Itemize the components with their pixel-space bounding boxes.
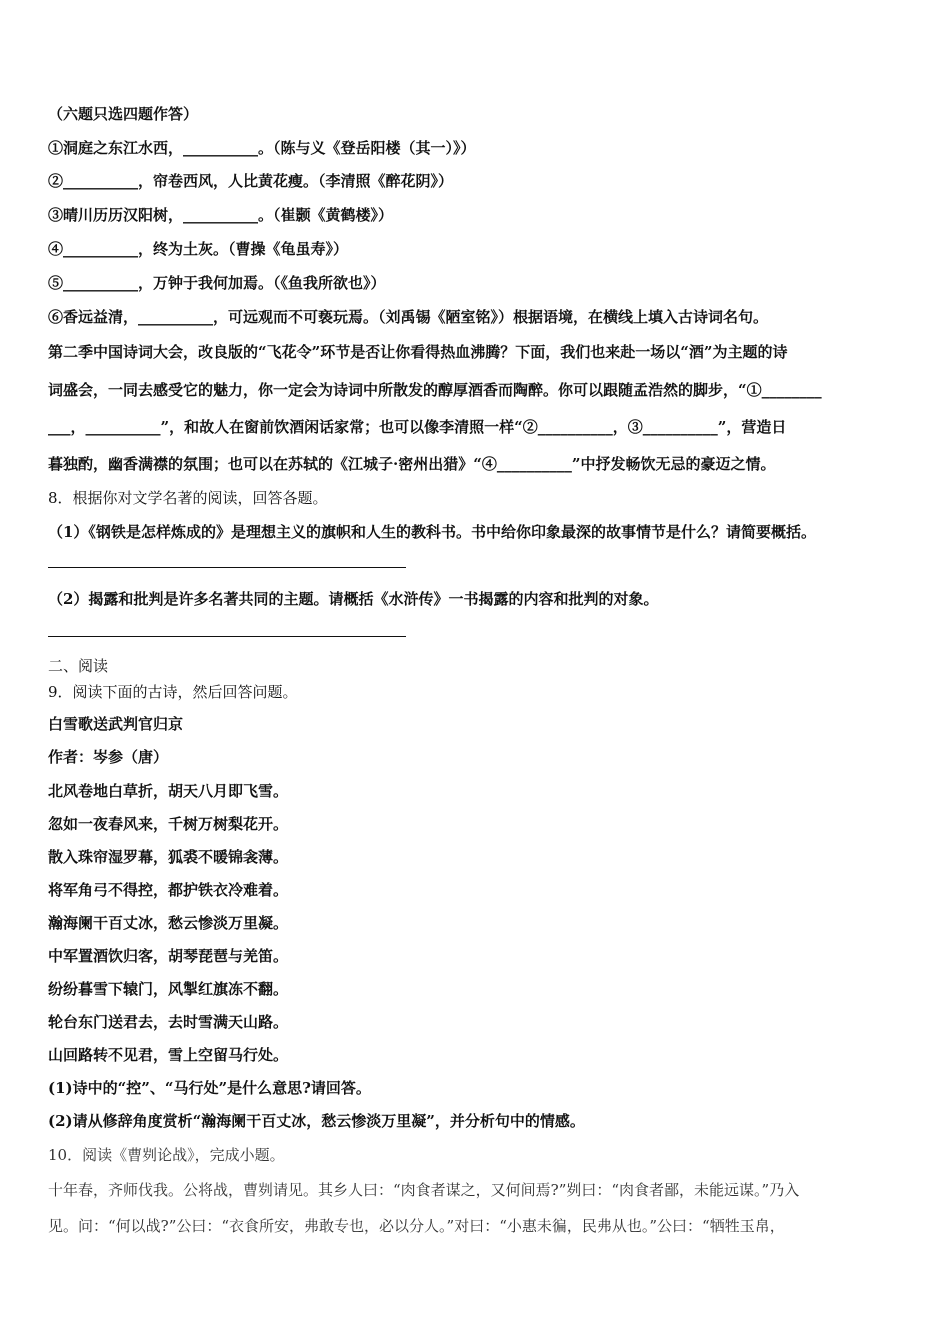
q9-ask2: (2)请从修辞角度赏析“瀚海阑干百丈冰，愁云惨淡万里凝”，并分析句中的情感。 [48,1112,585,1130]
paragraph-line-4: 暮独酌，幽香满襟的氛围；也可以在苏轼的《江城子·密州出猎》“④__________”中抒发畅饮无忌的豪迈之情。 [48,455,776,473]
poem-line: 北风卷地白草折，胡天八月即飞雪。 [48,782,289,800]
poem-line: 轮台东门送君去，去时雪满天山路。 [48,1013,289,1031]
answer-line-2 [48,636,406,637]
q10-text-line-1: 十年春，齐师伐我。公将战，曹刿请见。其乡人曰：“肉食者谋之，又何间焉?”刿曰：“肉食者鄙，未能远谋。”乃入 [48,1181,800,1199]
fill-item-1: ①洞庭之东江水西，__________。（陈与义《登岳阳楼（其一）》） [48,139,476,157]
paragraph-line-3: ___，__________”，和故人在窗前饮酒闲话家常；也可以像李清照一样“②__________，③__________”，营造日 [48,418,787,436]
poem-line: 忽如一夜春风来，千树万树梨花开。 [48,815,289,833]
answer-line-1 [48,567,406,568]
fill-item-5: ⑤__________，万钟于我何加焉。（《鱼我所欲也》） [48,274,386,292]
q10-title: 10．阅读《曹刿论战》，完成小题。 [48,1146,285,1164]
q9-title: 9．阅读下面的古诗，然后回答问题。 [48,683,298,701]
poem-author: 作者：岑参（唐） [48,748,169,766]
section-heading: 二、阅读 [48,657,109,675]
poem-line: 瀚海阑干百丈冰，愁云惨淡万里凝。 [48,914,289,932]
sub-note: （六题只选四题作答） [48,105,199,123]
fill-item-3: ③晴川历历汉阳树，__________。（崔颢《黄鹤楼》） [48,206,394,224]
fill-item-2: ②__________，帘卷西风，人比黄花瘦。（李清照《醉花阴》） [48,172,454,190]
paragraph-line-1: 第二季中国诗词大会，改良版的“飞花令”环节是否让你看得热血沸腾？下面，我们也来赴一场以“酒”为主题的诗 [48,343,788,361]
poem-title: 白雪歌送武判官归京 [48,715,184,733]
q8-title: 8．根据你对文学名著的阅读，回答各题。 [48,489,328,507]
q8-sub1: （1）《钢铁是怎样炼成的》是理想主义的旗帜和人生的教科书。书中给你印象最深的故事情节是什么？请简要概括。 [48,523,816,541]
fill-item-6: ⑥香远益清，__________，可远观而不可亵玩焉。（刘禹锡《陋室铭》）根据语境，在横线上填入古诗词名句。 [48,308,769,326]
q8-sub2: （2）揭露和批判是许多名著共同的主题。请概括《水浒传》一书揭露的内容和批判的对象。 [48,590,659,608]
poem-line: 散入珠帘湿罗幕，狐裘不暖锦衾薄。 [48,848,289,866]
poem-line: 山回路转不见君，雪上空留马行处。 [48,1046,289,1064]
poem-line: 将军角弓不得控，都护铁衣冷难着。 [48,881,289,899]
q9-ask1: (1)诗中的“控”、“马行处”是什么意思?请回答。 [48,1079,371,1097]
fill-item-4: ④__________，终为土灰。（曹操《龟虽寿》） [48,240,349,258]
poem-line: 纷纷暮雪下辕门，风掣红旗冻不翻。 [48,980,289,998]
q10-text-line-2: 见。问：“何以战?”公曰：“衣食所安，弗敢专也，必以分人。”对曰：“小惠未徧，民弗从也。”公曰：“牺牲玉帛， [48,1217,785,1235]
paragraph-line-2: 词盛会，一同去感受它的魅力，你一定会为诗词中所散发的醇厚酒香而陶醉。你可以跟随孟浩然的脚步，“①________ [48,381,822,399]
poem-line: 中军置酒饮归客，胡琴琵琶与羌笛。 [48,947,289,965]
